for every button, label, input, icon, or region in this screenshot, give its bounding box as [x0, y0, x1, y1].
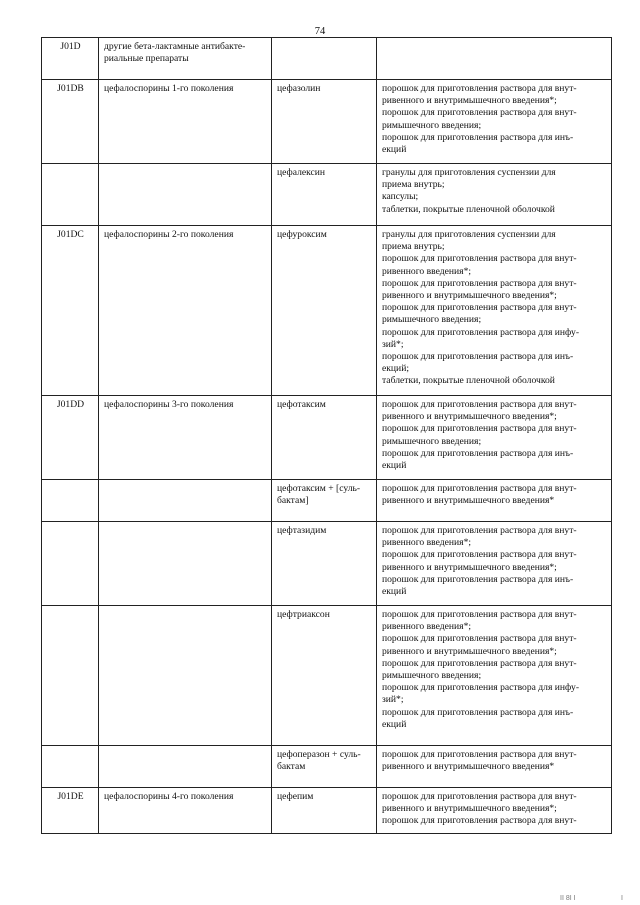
dosage-forms-cell — [377, 788, 612, 834]
table-row — [42, 746, 612, 788]
pharmacological-group-cell — [99, 226, 272, 396]
table-body — [42, 38, 612, 834]
atc-code-cell — [42, 80, 99, 164]
atc-code-cell — [42, 226, 99, 396]
atc-code-cell — [42, 746, 99, 788]
drug-name-text: цефазолин — [277, 83, 321, 94]
table-row — [42, 80, 612, 164]
dosage-forms-text: порошок для приготовления раствора для внут- ривенного введения*; порошок для приготовления раствора для внут- ривенного и внутримышечного введения*; порошок для приготовления раствора для инъ- екций — [382, 525, 577, 598]
footer-mark-right: I — [621, 895, 623, 902]
dosage-forms-text: порошок для приготовления раствора для внут- ривенного и внутримышечного введения* — [382, 749, 577, 773]
drug-name-cell — [272, 522, 377, 606]
dosage-forms-text: порошок для приготовления раствора для внут- ривенного введения*; порошок для приготовления раствора для внут- ривенного и внутримышечного введения*; порошок для приготовления раствора для внут- римышечного введения; порошок для приготовления раствора для инфу- зий*; порошок для приготовления раствора для инъ- екций — [382, 609, 580, 730]
drug-name-text: цефотаксим + [суль- бактам] — [277, 483, 361, 507]
pharmacological-group-cell — [99, 522, 272, 606]
table-row — [42, 480, 612, 522]
drug-name-cell — [272, 746, 377, 788]
drug-name-cell — [272, 80, 377, 164]
dosage-forms-text: порошок для приготовления раствора для внут- ривенного и внутримышечного введения*; порошок для приготовления раствора для внут- — [382, 791, 577, 827]
pharmacological-group-cell — [99, 80, 272, 164]
atc-code-cell — [42, 522, 99, 606]
drug-name-cell — [272, 226, 377, 396]
atc-code-text: J01DD — [56, 399, 85, 410]
drug-name-cell — [272, 38, 377, 80]
drug-name-text: цефуроксим — [277, 229, 327, 240]
drug-name-text: цефтриаксон — [277, 609, 330, 620]
table-row — [42, 606, 612, 746]
drug-name-text: цефотаксим — [277, 399, 326, 410]
pharmacological-group-cell — [99, 396, 272, 480]
pharmacological-group-text: другие бета-лактамные антибакте- риальные препараты — [104, 41, 246, 65]
dosage-forms-cell — [377, 746, 612, 788]
atc-code-cell — [42, 396, 99, 480]
dosage-forms-cell — [377, 396, 612, 480]
pharmacological-group-cell — [99, 606, 272, 746]
pharmacological-group-text: цефалоспорины 3-го поколения — [104, 399, 234, 410]
atc-code-cell — [42, 164, 99, 226]
drug-name-text: цефтазидим — [277, 525, 327, 536]
pharmacological-group-cell — [99, 788, 272, 834]
atc-code-text: J01DC — [57, 229, 84, 240]
pharmacological-group-cell — [99, 480, 272, 522]
dosage-forms-text: порошок для приготовления раствора для внут- ривенного и внутримышечного введения*; порошок для приготовления раствора для внут- римышечного введения; порошок для приготовления раствора для инъ- екций — [382, 399, 577, 472]
drug-name-text: цефепим — [277, 791, 314, 802]
atc-code-text: J01D — [60, 41, 81, 52]
dosage-forms-cell — [377, 226, 612, 396]
atc-code-cell — [42, 480, 99, 522]
drug-name-text: цефоперазон + суль- бактам — [277, 749, 361, 773]
dosage-forms-text: гранулы для приготовления суспензии для приема внутрь; порошок для приготовления раствора для внут- ривенного введения*; порошок для приготовления раствора для внут- ривенного и внутримышечного введения*; порошок для приготовления раствора для внут- римышечного введения; порошок для приготовления раствора для инфу- зий*; порошок для приготовления раствора для инъ- екций; таблетки, покрытые пленочной оболочкой — [382, 229, 580, 387]
pharmacological-group-cell — [99, 746, 272, 788]
drug-name-cell — [272, 396, 377, 480]
dosage-forms-cell — [377, 480, 612, 522]
drug-name-cell — [272, 480, 377, 522]
drug-list-table — [41, 37, 612, 834]
dosage-forms-text: порошок для приготовления раствора для внут- ривенного и внутримышечного введения* — [382, 483, 577, 507]
dosage-forms-cell — [377, 522, 612, 606]
dosage-forms-cell — [377, 606, 612, 746]
dosage-forms-text: гранулы для приготовления суспензии для приема внутрь; капсулы; таблетки, покрытые пленочной оболочкой — [382, 167, 556, 215]
dosage-forms-cell — [377, 164, 612, 226]
pharmacological-group-text: цефалоспорины 4-го поколения — [104, 791, 234, 802]
dosage-forms-text: порошок для приготовления раствора для внут- ривенного и внутримышечного введения*; порошок для приготовления раствора для внут- римышечного введения; порошок для приготовления раствора для инъ- екций — [382, 83, 577, 156]
atc-code-text: J01DB — [57, 83, 84, 94]
table-row — [42, 788, 612, 834]
table-row — [42, 396, 612, 480]
table-row — [42, 164, 612, 226]
pharmacological-group-cell — [99, 164, 272, 226]
dosage-forms-cell — [377, 80, 612, 164]
dosage-forms-cell — [377, 38, 612, 80]
pharmacological-group-text: цефалоспорины 1-го поколения — [104, 83, 234, 94]
pharmacological-group-cell — [99, 38, 272, 80]
drug-name-cell — [272, 164, 377, 226]
footer-mark-left: II 8I I — [560, 895, 576, 902]
atc-code-cell — [42, 606, 99, 746]
drug-name-cell — [272, 788, 377, 834]
table-row — [42, 226, 612, 396]
table-row — [42, 38, 612, 80]
atc-code-cell — [42, 38, 99, 80]
pharmacological-group-text: цефалоспорины 2-го поколения — [104, 229, 234, 240]
table-row — [42, 522, 612, 606]
atc-code-text: J01DE — [57, 791, 84, 802]
drug-name-text: цефалексин — [277, 167, 326, 178]
page-number: 74 — [314, 26, 326, 37]
atc-code-cell — [42, 788, 99, 834]
drug-name-cell — [272, 606, 377, 746]
